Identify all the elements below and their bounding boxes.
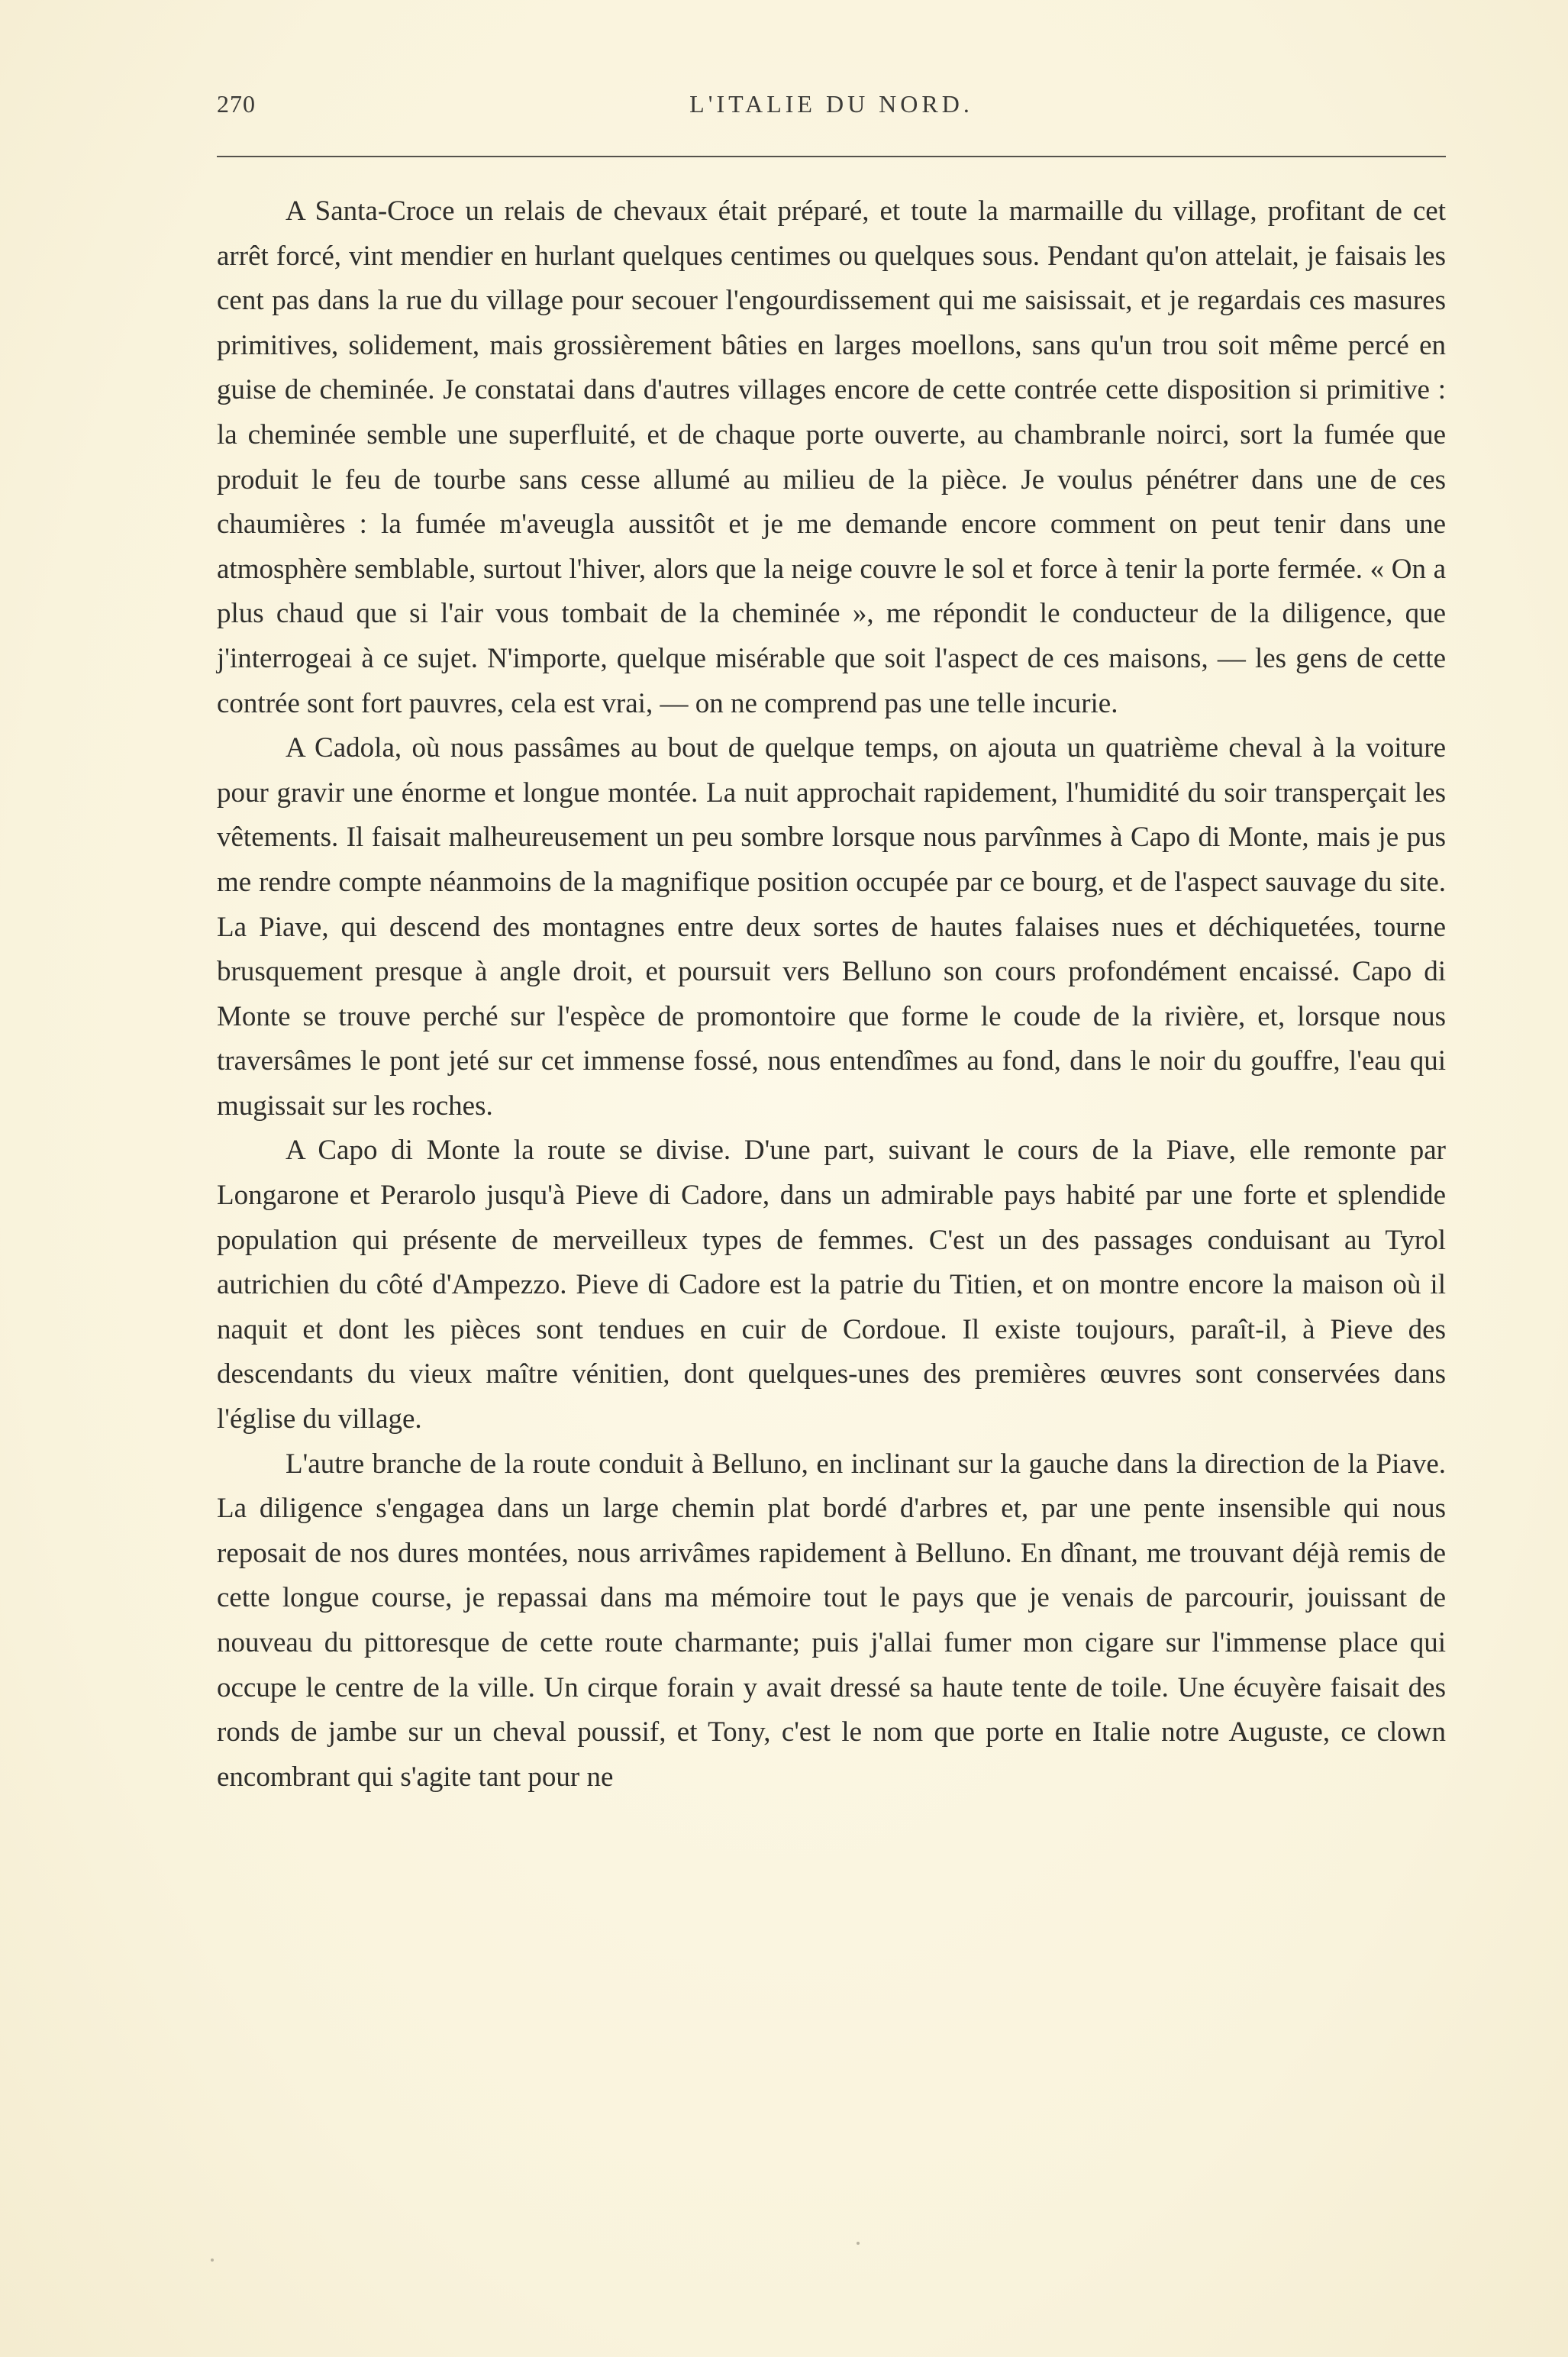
paragraph-santa-croce: A Santa-Croce un relais de chevaux était préparé, et toute la marmaille du village, profitant de cet arrêt forcé, vint mendier en hurlant quelques centimes ou quelques sous. Pendant qu'on attelait, je faisais les cent pas dans la rue du village pour secouer l'engourdissement qui me saisissait, et je regardais ces masures primitives, solidement, mais grossièrement bâties en larges moellons, sans qu'un trou soit même percé en guise de cheminée. Je constatai dans d'autres villages encore de cette contrée cette disposition si primitive : la cheminée semble une superfluité, et de chaque porte ouverte, au chambranle noirci, sort la fumée que produit le feu de tourbe sans cesse allumé au milieu de la pièce. Je voulus pénétrer dans une de ces chaumières : la fumée m'aveugla aussitôt et je me demande encore comment on peut tenir dans une atmosphère semblable, surtout l'hiver, alors que la neige couvre le sol et force à tenir la porte fermée. « On a plus chaud que si l'air vous tombait de la cheminée », me répondit le conducteur de la diligence, que j'interrogeai à ce sujet. N'importe, quelque misérable que soit l'aspect de ces maisons, — les gens de cette contrée sont fort pauvres, cela est vrai, — on ne comprend pas une telle incurie. [217,195,1446,719]
running-title: L'ITALIE DU NORD. [689,90,973,118]
paragraph-cadola: A Cadola, où nous passâmes au bout de quelque temps, on ajouta un quatrième cheval à la voiture pour gravir une énorme et longue montée. La nuit approchait rapidement, l'humidité du soir transperçait les vêtements. Il faisait malheureusement un peu sombre lorsque nous parvînmes à Capo di Monte, mais je pus me rendre compte néanmoins de la magnifique position occupée par ce bourg, et de l'aspect sauvage du site. La Piave, qui descend des montagnes entre deux sortes de hautes falaises nues et déchiquetées, tourne brusquement presque à angle droit, et poursuit vers Belluno son cours profondément encaissé. Capo di Monte se trouve perché sur l'espèce de promontoire que forme le coude de la rivière, et, lorsque nous traversâmes le pont jeté sur cet immense fossé, nous entendîmes au fond, dans le noir du gouffre, l'eau qui mugissait sur les roches. [217,732,1446,1122]
header-rule [217,156,1446,157]
running-head [217,90,1446,136]
paragraph-capo-di-monte: A Capo di Monte la route se divise. D'une part, suivant le cours de la Piave, elle remonte par Longarone et Perarolo jusqu'à Pieve di Cadore, dans un admirable pays habité par une forte et splendide population qui présente de merveilleux types de femmes. C'est un des passages conduisant au Tyrol autrichien du côté d'Ampezzo. Pieve di Cadore est la patrie du Titien, et on montre encore la maison où il naquit et dont les pièces sont tendues en cuir de Cordoue. Il existe toujours, paraît-il, à Pieve des descendants du vieux maître vénitien, dont quelques-unes des premières œuvres sont conservées dans l'église du village. [217,1135,1446,1435]
body-text [217,189,1446,1800]
paragraph-belluno: L'autre branche de la route conduit à Belluno, en inclinant sur la gauche dans la direction de la Piave. La diligence s'engagea dans un large chemin plat bordé d'arbres et, par une pente insensible qui nous reposait de nos dures montées, nous arrivâmes rapidement à Belluno. En dînant, me trouvant déjà remis de cette longue course, je repassai dans ma mémoire tout le pays que je venais de parcourir, jouissant de nouveau du pittoresque de cette route charmante; puis j'allai fumer mon cigare sur l'immense place qui occupe le centre de la ville. Un cirque forain y avait dressé sa haute tente de toile. Une écuyère faisait des ronds de jambe sur un cheval poussif, et Tony, c'est le nom que porte en Italie notre Auguste, ce clown encombrant qui s'agite tant pour ne [217,1448,1446,1793]
page-number: 270 [217,90,256,118]
paper-speck [857,2242,860,2245]
paper-speck [211,2259,214,2262]
